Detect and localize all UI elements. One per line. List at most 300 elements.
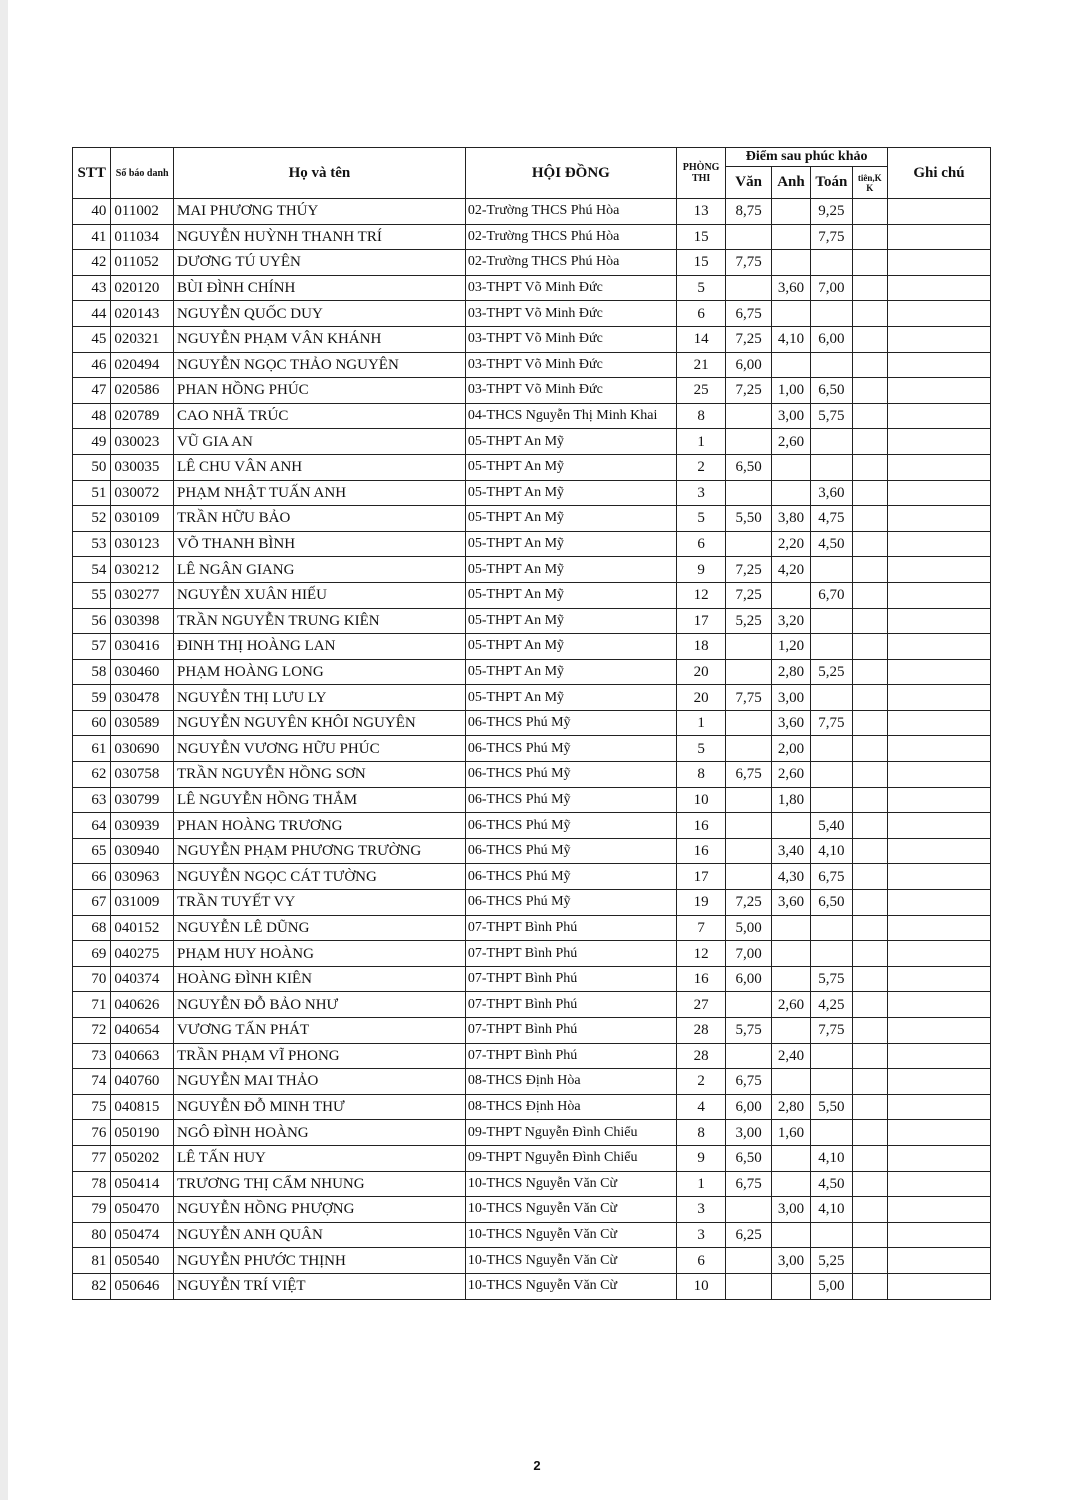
header-anh: Anh [771,167,810,199]
van-score-cell [726,864,771,890]
note-cell [887,582,990,608]
table-row [73,787,991,813]
tien-cell [852,659,887,685]
stt-cell: 64 [73,813,111,839]
table-row [73,736,991,762]
council-cell: 05-THPT An Mỹ [465,582,676,608]
van-score-cell [726,403,771,429]
name-cell: MAI PHƯƠNG THÚY [173,199,465,225]
council-cell: 03-THPT Võ Minh Đức [465,352,676,378]
council-cell: 06-THCS Phú Mỹ [465,838,676,864]
name-cell: TRẦN NGUYỄN HỒNG SƠN [173,762,465,788]
table-row [73,250,991,276]
anh-score-cell [771,199,810,225]
sbd-cell: 050540 [111,1248,174,1274]
stt-cell: 55 [73,582,111,608]
toan-score-cell: 4,50 [811,531,852,557]
sbd-cell: 030023 [111,429,174,455]
table-row [73,506,991,532]
note-cell [887,992,990,1018]
anh-score-cell: 2,60 [771,762,810,788]
council-cell: 07-THPT Bình Phú [465,915,676,941]
toan-score-cell: 5,75 [811,403,852,429]
room-cell: 12 [676,941,725,967]
table-row [73,480,991,506]
table-row [73,710,991,736]
van-score-cell: 6,75 [726,301,771,327]
toan-score-cell [811,557,852,583]
anh-score-cell: 2,60 [771,429,810,455]
van-score-cell: 7,00 [726,941,771,967]
room-cell: 7 [676,915,725,941]
header-room-line2: THI [691,173,711,184]
note-cell [887,1171,990,1197]
tien-cell [852,966,887,992]
name-cell: NGUYỄN LÊ DŨNG [173,915,465,941]
tien-cell [852,557,887,583]
note-cell [887,813,990,839]
sbd-cell: 031009 [111,890,174,916]
toan-score-cell: 7,75 [811,224,852,250]
anh-score-cell: 2,40 [771,1043,810,1069]
table-row [73,224,991,250]
toan-score-cell [811,685,852,711]
tien-cell [852,787,887,813]
stt-cell: 47 [73,378,111,404]
table-row [73,1043,991,1069]
sbd-cell: 050474 [111,1222,174,1248]
toan-score-cell: 7,75 [811,1018,852,1044]
sbd-cell: 030035 [111,454,174,480]
note-cell [887,890,990,916]
sbd-cell: 020789 [111,403,174,429]
note-cell [887,915,990,941]
council-cell: 05-THPT An Mỹ [465,454,676,480]
header-stt: STT [73,148,111,199]
name-cell: NGUYỄN NGỌC CÁT TƯỜNG [173,864,465,890]
name-cell: NGUYỄN TRÍ VIỆT [173,1273,465,1299]
stt-cell: 49 [73,429,111,455]
toan-score-cell [811,454,852,480]
room-cell: 1 [676,1171,725,1197]
van-score-cell [726,1043,771,1069]
note-cell [887,634,990,660]
sbd-cell: 030277 [111,582,174,608]
tien-cell [852,992,887,1018]
sbd-cell: 030460 [111,659,174,685]
room-cell: 20 [676,685,725,711]
name-cell: DƯƠNG TÚ UYÊN [173,250,465,276]
toan-score-cell: 4,10 [811,1197,852,1223]
table-row [73,1273,991,1299]
name-cell: NGUYỄN HUỲNH THANH TRÍ [173,224,465,250]
sbd-cell: 030758 [111,762,174,788]
council-cell: 05-THPT An Mỹ [465,506,676,532]
table-row [73,1094,991,1120]
van-score-cell [726,787,771,813]
header-tien-line2: K [866,182,874,193]
name-cell: PHẠM HUY HOÀNG [173,941,465,967]
tien-cell [852,941,887,967]
toan-score-cell: 9,25 [811,199,852,225]
room-cell: 3 [676,480,725,506]
table-row [73,941,991,967]
table-row [73,890,991,916]
name-cell: LÊ NGÂN GIANG [173,557,465,583]
tien-cell [852,1145,887,1171]
table-row [73,1120,991,1146]
score-table [72,147,991,1300]
note-cell [887,1018,990,1044]
room-cell: 3 [676,1222,725,1248]
van-score-cell [726,634,771,660]
name-cell: NGÔ ĐÌNH HOÀNG [173,1120,465,1146]
anh-score-cell: 3,40 [771,838,810,864]
van-score-cell [726,275,771,301]
anh-score-cell [771,301,810,327]
sbd-cell: 040654 [111,1018,174,1044]
sbd-cell: 030072 [111,480,174,506]
stt-cell: 75 [73,1094,111,1120]
van-score-cell: 6,75 [726,1069,771,1095]
room-cell: 16 [676,813,725,839]
sbd-cell: 040626 [111,992,174,1018]
tien-cell [852,762,887,788]
council-cell: 10-THCS Nguyễn Văn Cừ [465,1197,676,1223]
sbd-cell: 030939 [111,813,174,839]
name-cell: TRƯƠNG THỊ CẨM NHUNG [173,1171,465,1197]
name-cell: TRẦN PHẠM VĨ PHONG [173,1043,465,1069]
tien-cell [852,864,887,890]
stt-cell: 76 [73,1120,111,1146]
stt-cell: 44 [73,301,111,327]
tien-cell [852,1171,887,1197]
note-cell [887,736,990,762]
sbd-cell: 020494 [111,352,174,378]
sbd-cell: 040374 [111,966,174,992]
sbd-cell: 030123 [111,531,174,557]
stt-cell: 57 [73,634,111,660]
sbd-cell: 050190 [111,1120,174,1146]
room-cell: 16 [676,838,725,864]
header-sbd: Số báo danh [111,148,174,199]
tien-cell [852,352,887,378]
toan-score-cell [811,1043,852,1069]
council-cell: 05-THPT An Mỹ [465,659,676,685]
name-cell: HOÀNG ĐÌNH KIÊN [173,966,465,992]
tien-cell [852,634,887,660]
van-score-cell: 5,25 [726,608,771,634]
header-toan: Toán [811,167,852,199]
stt-cell: 61 [73,736,111,762]
toan-score-cell: 5,50 [811,1094,852,1120]
anh-score-cell: 3,00 [771,1248,810,1274]
stt-cell: 71 [73,992,111,1018]
note-cell [887,1069,990,1095]
council-cell: 05-THPT An Mỹ [465,531,676,557]
note-cell [887,838,990,864]
note-cell [887,378,990,404]
stt-cell: 58 [73,659,111,685]
tien-cell [852,915,887,941]
van-score-cell: 7,75 [726,250,771,276]
toan-score-cell: 5,00 [811,1273,852,1299]
table-row [73,403,991,429]
name-cell: NGUYỄN NGỌC THẢO NGUYÊN [173,352,465,378]
name-cell: PHẠM NHẬT TUẤN ANH [173,480,465,506]
anh-score-cell [771,1222,810,1248]
table-row [73,659,991,685]
table-row [73,1018,991,1044]
anh-score-cell [771,813,810,839]
anh-score-cell [771,224,810,250]
name-cell: PHẠM HOÀNG LONG [173,659,465,685]
van-score-cell: 8,75 [726,199,771,225]
stt-cell: 51 [73,480,111,506]
name-cell: LÊ TẤN HUY [173,1145,465,1171]
anh-score-cell: 4,30 [771,864,810,890]
council-cell: 05-THPT An Mỹ [465,429,676,455]
toan-score-cell [811,1069,852,1095]
tien-cell [852,199,887,225]
van-score-cell [726,813,771,839]
room-cell: 5 [676,736,725,762]
toan-score-cell [811,429,852,455]
council-cell: 02-Trường THCS Phú Hòa [465,199,676,225]
stt-cell: 74 [73,1069,111,1095]
toan-score-cell: 5,25 [811,659,852,685]
van-score-cell: 6,50 [726,1145,771,1171]
sbd-cell: 030690 [111,736,174,762]
sbd-cell: 030398 [111,608,174,634]
room-cell: 6 [676,301,725,327]
anh-score-cell: 3,00 [771,1197,810,1223]
table-row [73,378,991,404]
council-cell: 06-THCS Phú Mỹ [465,762,676,788]
toan-score-cell: 4,50 [811,1171,852,1197]
sbd-cell: 030940 [111,838,174,864]
sbd-cell: 030109 [111,506,174,532]
stt-cell: 46 [73,352,111,378]
stt-cell: 56 [73,608,111,634]
council-cell: 05-THPT An Mỹ [465,608,676,634]
stt-cell: 68 [73,915,111,941]
room-cell: 18 [676,634,725,660]
stt-cell: 52 [73,506,111,532]
toan-score-cell: 5,75 [811,966,852,992]
stt-cell: 53 [73,531,111,557]
header-name: Họ và tên [173,148,465,199]
van-score-cell [726,736,771,762]
table-row [73,557,991,583]
sbd-cell: 030212 [111,557,174,583]
sbd-cell: 040275 [111,941,174,967]
name-cell: CAO NHÃ TRÚC [173,403,465,429]
stt-cell: 70 [73,966,111,992]
tien-cell [852,378,887,404]
toan-score-cell: 4,10 [811,1145,852,1171]
stt-cell: 45 [73,326,111,352]
council-cell: 07-THPT Bình Phú [465,992,676,1018]
anh-score-cell [771,941,810,967]
table-row [73,454,991,480]
room-cell: 2 [676,454,725,480]
table-row [73,838,991,864]
tien-cell [852,685,887,711]
room-cell: 25 [676,378,725,404]
toan-score-cell: 4,75 [811,506,852,532]
table-row [73,813,991,839]
sbd-cell: 030478 [111,685,174,711]
anh-score-cell: 3,60 [771,275,810,301]
name-cell: TRẦN HỮU BẢO [173,506,465,532]
room-cell: 8 [676,1120,725,1146]
council-cell: 07-THPT Bình Phú [465,1043,676,1069]
name-cell: ĐINH THỊ HOÀNG LAN [173,634,465,660]
stt-cell: 54 [73,557,111,583]
note-cell [887,250,990,276]
tien-cell [852,736,887,762]
anh-score-cell: 1,20 [771,634,810,660]
stt-cell: 60 [73,710,111,736]
name-cell: NGUYỄN VƯƠNG HỮU PHÚC [173,736,465,762]
room-cell: 1 [676,710,725,736]
tien-cell [852,506,887,532]
sbd-cell: 050470 [111,1197,174,1223]
room-cell: 14 [676,326,725,352]
toan-score-cell [811,301,852,327]
room-cell: 21 [676,352,725,378]
room-cell: 16 [676,966,725,992]
table-row [73,966,991,992]
note-cell [887,352,990,378]
table-row [73,1145,991,1171]
stt-cell: 81 [73,1248,111,1274]
stt-cell: 63 [73,787,111,813]
note-cell [887,275,990,301]
stt-cell: 79 [73,1197,111,1223]
tien-cell [852,582,887,608]
name-cell: TRẦN TUYẾT VY [173,890,465,916]
note-cell [887,199,990,225]
room-cell: 28 [676,1043,725,1069]
anh-score-cell [771,582,810,608]
header-council: HỘI ĐỒNG [465,148,676,199]
anh-score-cell: 3,00 [771,685,810,711]
tien-cell [852,1248,887,1274]
van-score-cell: 5,50 [726,506,771,532]
note-cell [887,1222,990,1248]
toan-score-cell [811,762,852,788]
tien-cell [852,1273,887,1299]
name-cell: NGUYỄN XUÂN HIẾU [173,582,465,608]
note-cell [887,1120,990,1146]
tien-cell [852,1069,887,1095]
note-cell [887,1197,990,1223]
stt-cell: 66 [73,864,111,890]
tien-cell [852,1094,887,1120]
table-row [73,1197,991,1223]
toan-score-cell: 5,40 [811,813,852,839]
van-score-cell [726,710,771,736]
note-cell [887,429,990,455]
note-cell [887,608,990,634]
page-number: 2 [533,1458,541,1473]
table-row [73,1248,991,1274]
name-cell: NGUYỄN PHẠM PHƯƠNG TRƯỜNG [173,838,465,864]
sbd-cell: 040815 [111,1094,174,1120]
table-row [73,326,991,352]
van-score-cell [726,1197,771,1223]
sbd-cell: 050202 [111,1145,174,1171]
sbd-cell: 040663 [111,1043,174,1069]
council-cell: 07-THPT Bình Phú [465,941,676,967]
toan-score-cell [811,941,852,967]
room-cell: 17 [676,864,725,890]
name-cell: PHAN HỒNG PHÚC [173,378,465,404]
sbd-cell: 050646 [111,1273,174,1299]
council-cell: 05-THPT An Mỹ [465,557,676,583]
room-cell: 12 [676,582,725,608]
room-cell: 8 [676,762,725,788]
anh-score-cell: 1,60 [771,1120,810,1146]
council-cell: 03-THPT Võ Minh Đức [465,326,676,352]
room-cell: 15 [676,224,725,250]
note-cell [887,557,990,583]
toan-score-cell [811,736,852,762]
sbd-cell: 020120 [111,275,174,301]
name-cell: NGUYỄN PHƯỚC THỊNH [173,1248,465,1274]
note-cell [887,762,990,788]
anh-score-cell [771,1069,810,1095]
note-cell [887,326,990,352]
council-cell: 05-THPT An Mỹ [465,685,676,711]
sbd-cell: 030589 [111,710,174,736]
council-cell: 02-Trường THCS Phú Hòa [465,224,676,250]
note-cell [887,1273,990,1299]
sbd-cell: 050414 [111,1171,174,1197]
tien-cell [852,480,887,506]
van-score-cell: 6,00 [726,352,771,378]
anh-score-cell [771,915,810,941]
anh-score-cell: 2,00 [771,736,810,762]
council-cell: 05-THPT An Mỹ [465,480,676,506]
name-cell: VÕ THANH BÌNH [173,531,465,557]
table-row [73,429,991,455]
van-score-cell [726,1248,771,1274]
room-cell: 1 [676,429,725,455]
table-row [73,915,991,941]
van-score-cell: 6,50 [726,454,771,480]
table-body [73,199,991,1300]
name-cell: NGUYỄN PHẠM VÂN KHÁNH [173,326,465,352]
council-cell: 06-THCS Phú Mỹ [465,736,676,762]
name-cell: NGUYỄN THỊ LƯU LY [173,685,465,711]
toan-score-cell [811,250,852,276]
toan-score-cell [811,1222,852,1248]
toan-score-cell [811,787,852,813]
room-cell: 6 [676,531,725,557]
council-cell: 10-THCS Nguyễn Văn Cừ [465,1273,676,1299]
table-row [73,992,991,1018]
tien-cell [852,301,887,327]
anh-score-cell: 4,10 [771,326,810,352]
anh-score-cell: 3,60 [771,890,810,916]
council-cell: 03-THPT Võ Minh Đức [465,378,676,404]
van-score-cell: 6,75 [726,762,771,788]
van-score-cell: 7,25 [726,557,771,583]
sbd-cell: 011002 [111,199,174,225]
